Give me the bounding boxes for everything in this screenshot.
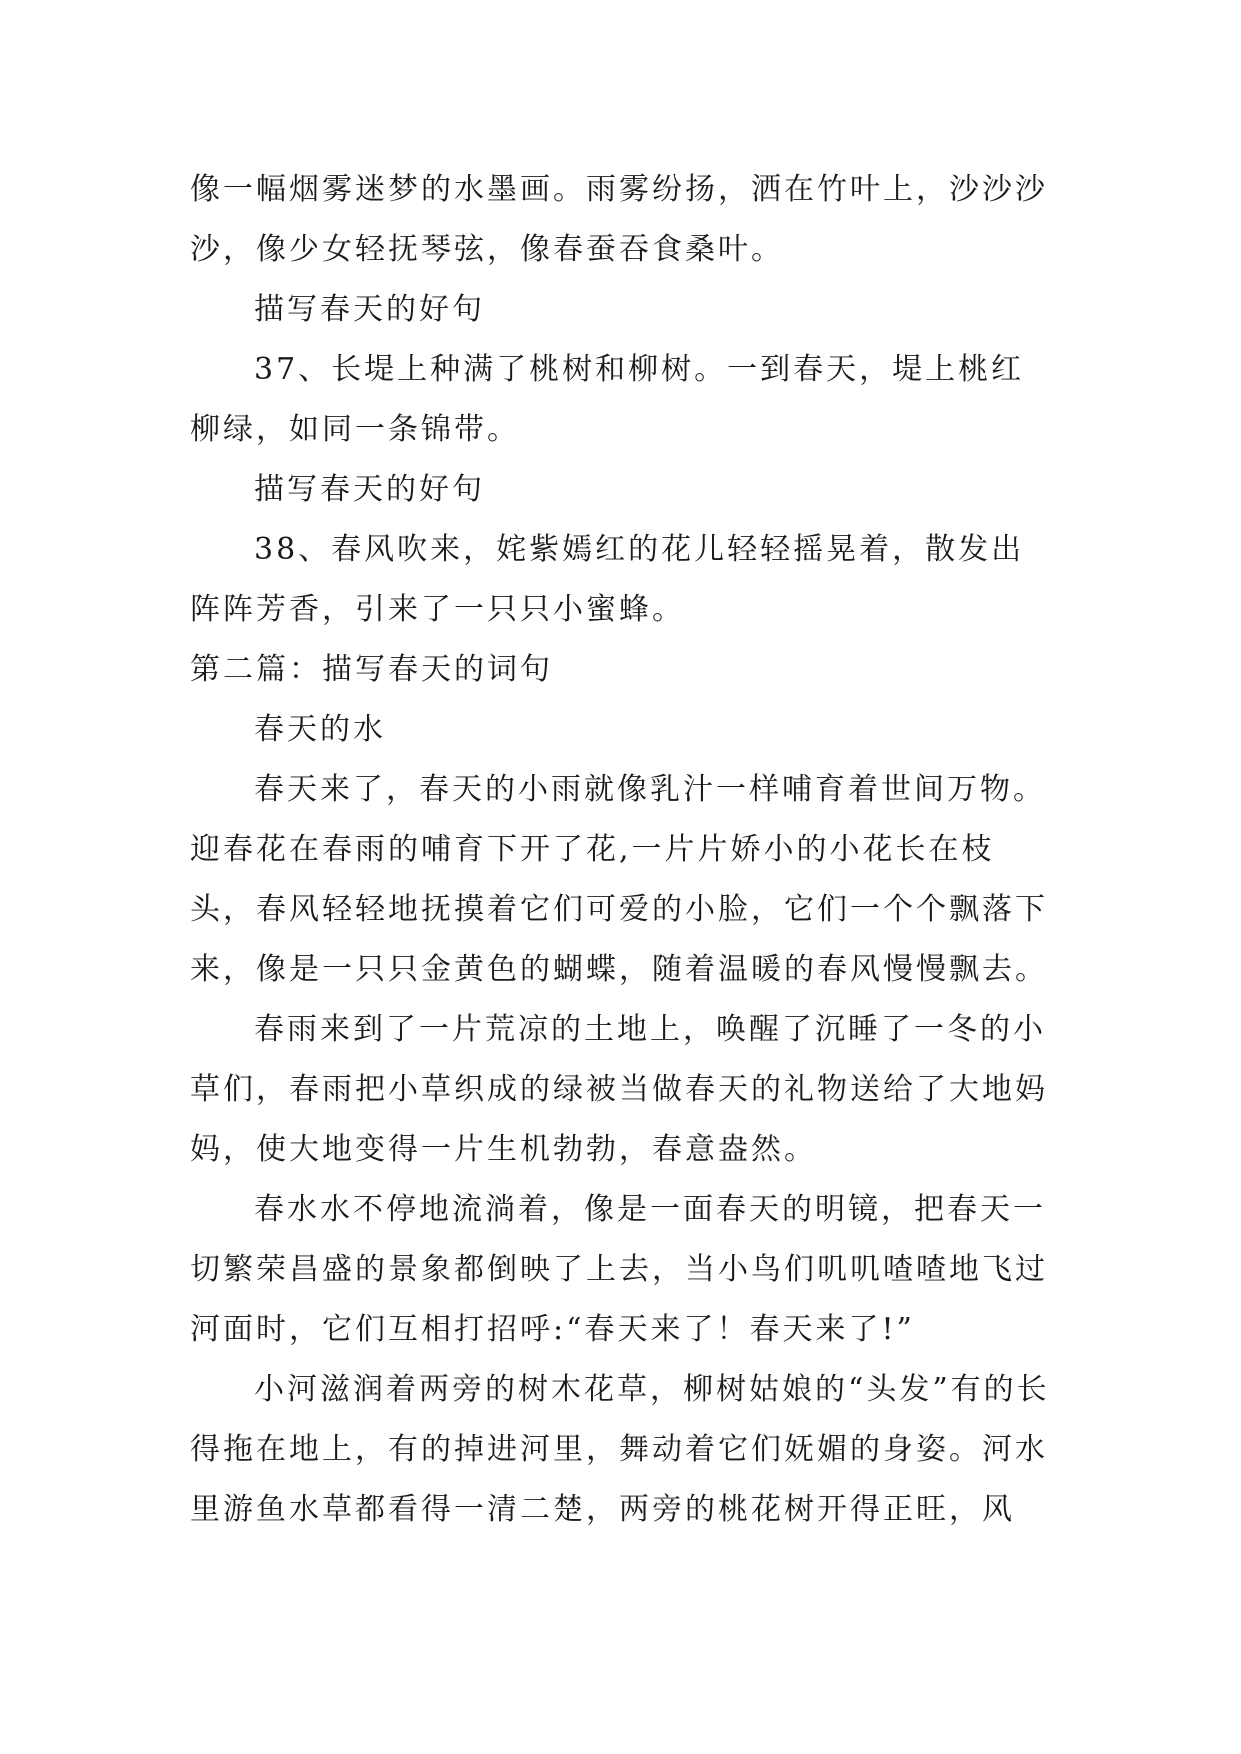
paragraph-river-willow: 小河滋润着两旁的树木花草，柳树姑娘的“头发”有的长得拖在地上，有的掉进河里，舞动着它们妩媚的身姿。河水里游鱼水草都看得一清二楚，两旁的桃花树开得正旺，风	[190, 1372, 1050, 1527]
subheading-good-sentences-1: 描写春天的好句	[254, 292, 485, 327]
paragraph-37: 37、长堤上种满了桃树和柳树。一到春天，堤上桃红柳绿，如同一条锦带。	[190, 352, 1025, 447]
paragraph-38: 38、春风吹来，姹紫嫣红的花儿轻轻摇晃着，散发出阵阵芳香，引来了一只只小蜜蜂。	[190, 532, 1025, 627]
paragraph-barren-land: 春雨来到了一片荒凉的土地上，唤醒了沉睡了一冬的小草们，春雨把小草织成的绿被当做春天的礼物送给了大地妈妈，使大地变得一片生机勃勃，春意盎然。	[190, 1012, 1048, 1167]
subheading-good-sentences-2: 描写春天的好句	[254, 472, 485, 507]
section-title: 第二篇：描写春天的词句	[190, 652, 553, 687]
document-body	[190, 160, 1050, 1540]
sub-title-spring-water: 春天的水	[254, 712, 386, 747]
paragraph-ink-painting: 像一幅烟雾迷梦的水墨画。雨雾纷扬，洒在竹叶上，沙沙沙沙，像少女轻抚琴弦，像春蚕吞食桑叶。	[190, 172, 1048, 267]
paragraph-spring-rain: 春天来了，春天的小雨就像乳汁一样哺育着世间万物。迎春花在春雨的哺育下开了花,一片片娇小的小花长在枝头，春风轻轻地抚摸着它们可爱的小脸，它们一个个飘落下来，像是一只只金黄色的蝴蝶，随着温暖的春风慢慢飘去。	[190, 772, 1048, 987]
paragraph-spring-water-mirror: 春水水不停地流淌着，像是一面春天的明镜，把春天一切繁荣昌盛的景象都倒映了上去，当小鸟们叽叽喳喳地飞过河面时，它们互相打招呼:“春天来了！春天来了!”	[190, 1192, 1048, 1347]
